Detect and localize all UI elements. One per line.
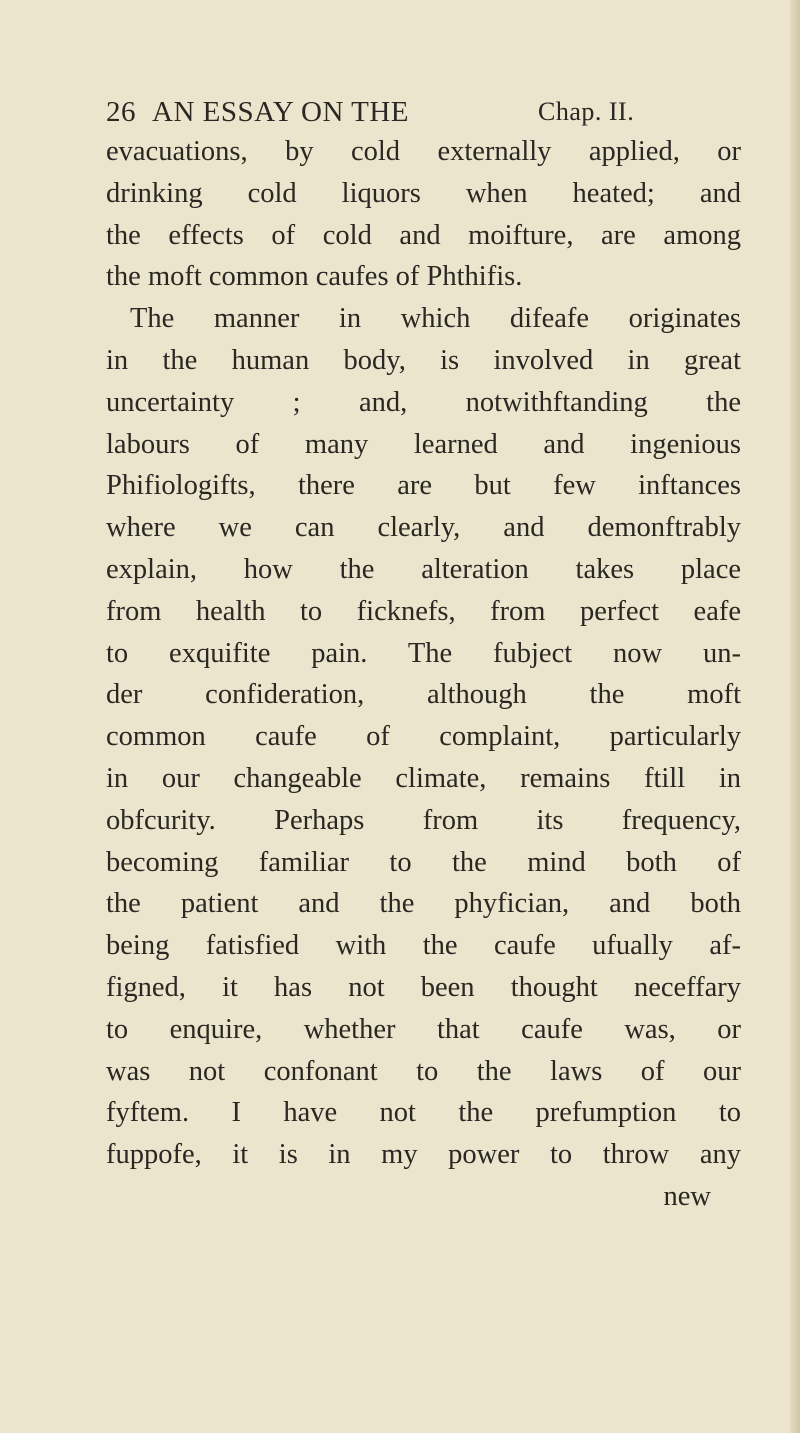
text-line: Phifiologifts, there are but few inftances bbox=[106, 470, 741, 502]
text-line: The manner in which difeafe originates bbox=[130, 303, 741, 335]
text-line: figned, it has not been thought neceffary bbox=[106, 971, 741, 1003]
text-line: to enquire, whether that caufe was, or bbox=[106, 1013, 741, 1045]
chapter-label: Chap. II. bbox=[538, 97, 635, 126]
text-line: obfcurity. Perhaps from its frequency, bbox=[106, 804, 741, 836]
text-line: the patient and the phyfician, and both bbox=[106, 888, 741, 920]
text-line: uncertainty ; and, notwithftanding the bbox=[106, 386, 741, 418]
text-line: in the human body, is involved in great bbox=[106, 344, 741, 376]
page-number: 26 bbox=[106, 96, 136, 128]
text-line: explain, how the alteration takes place bbox=[106, 553, 741, 585]
body-text bbox=[106, 131, 741, 1218]
running-title: AN ESSAY ON THE bbox=[152, 96, 409, 128]
text-line: evacuations, by cold externally applied, or bbox=[106, 136, 741, 167]
text-line: the effects of cold and moifture, are among bbox=[106, 219, 741, 251]
text-line: common caufe of complaint, particularly bbox=[106, 721, 741, 753]
text-line: der confideration, although the moft bbox=[106, 679, 741, 711]
text-line: to exquifite pain. The fubject now un- bbox=[106, 637, 741, 669]
text-line: fyftem. I have not the prefumption to bbox=[106, 1097, 741, 1129]
text-line: where we can clearly, and demonftrably bbox=[106, 512, 741, 544]
text-line: drinking cold liquors when heated; and bbox=[106, 177, 741, 209]
running-head bbox=[106, 92, 734, 132]
page-edge bbox=[790, 0, 800, 1433]
text-line: becoming familiar to the mind both of bbox=[106, 846, 741, 878]
text-line: the moft common caufes of Phthifis. bbox=[106, 261, 523, 293]
catchword: new bbox=[663, 1180, 711, 1212]
text-line: in our changeable climate, remains ftill in bbox=[106, 762, 741, 794]
text-line: was not confonant to the laws of our bbox=[106, 1055, 741, 1087]
text-line: from health to ficknefs, from perfect eafe bbox=[106, 595, 741, 627]
text-line: labours of many learned and ingenious bbox=[106, 428, 741, 460]
text-line: fuppofe, it is in my power to throw any bbox=[106, 1139, 741, 1171]
text-line: being fatisfied with the caufe ufually af- bbox=[106, 930, 741, 962]
